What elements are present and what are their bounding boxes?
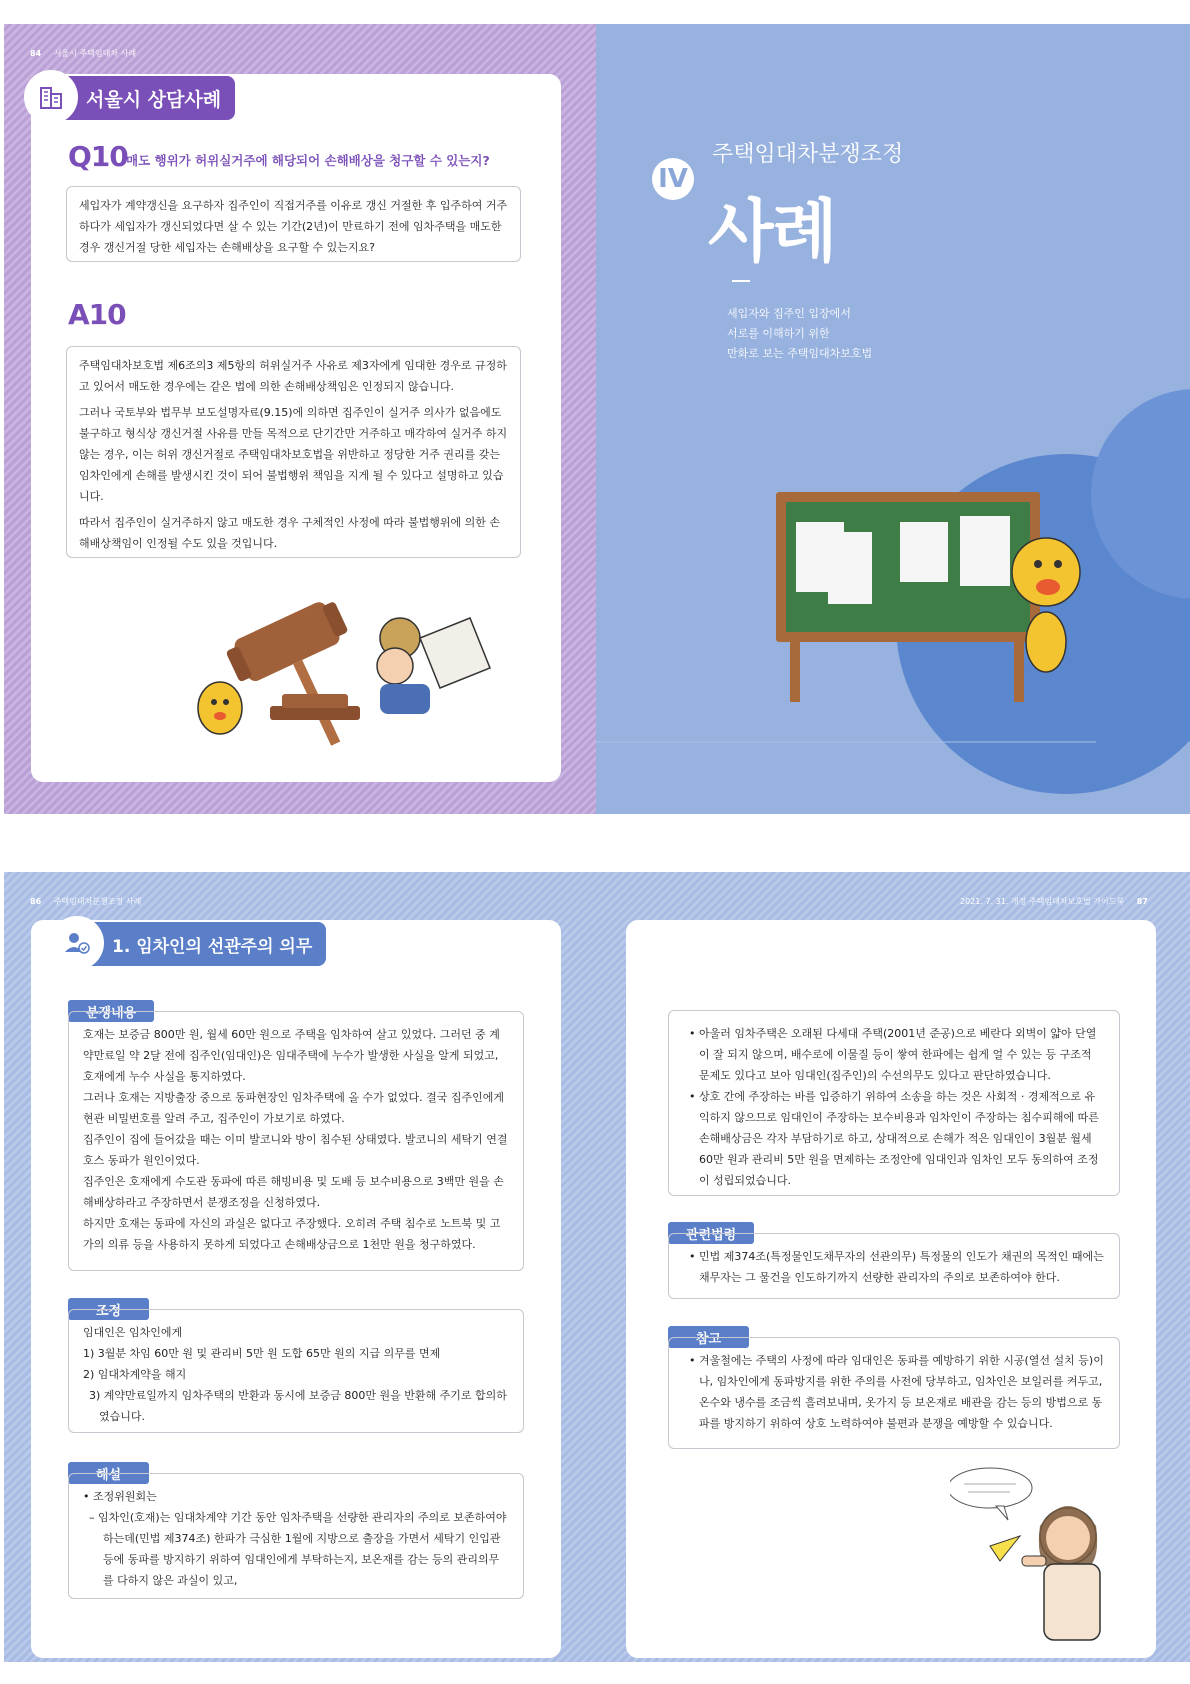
explain-box [68, 1473, 524, 1599]
chapter-subtitle: 주택임대차분쟁조정 [712, 142, 904, 167]
mediation-item-2: 2) 임대차계약을 해지 [83, 1368, 187, 1381]
dispute-paragraph-5: 하지만 호재는 동파에 자신의 과실은 없다고 주장했다. 오히려 주택 침수로 노트북 및 고가의 의류 등을 사용하지 못하게 되었다고 손해배상금으로 1천만 원을 청구하였다. [83, 1217, 501, 1251]
continued-item-2: • 상호 간에 주장하는 바를 입증하기 위하여 소송을 하는 것은 사회적 · 경제적으로 유익하지 않으므로 임대인이 주장하는 보수비용과 임차인이 주장하는 침수피해에 따른 손해배상금은 각자 부담하기로 하고, 상대적으로 손해가 적은 임대인이 3월분 월세 60만 원과 관리비 5만 원을 면제하는 조정안에 임대인과 임차인 모두 동의하여 조정이 성립되었습니다. [689, 1090, 1099, 1187]
reference-text: • 겨울철에는 주택의 사정에 따라 임대인은 동파를 예방하기 위한 시공(열선 설치 등)이나, 임차인에게 동파방지를 위한 주의를 사전에 당부하고, 임차인은 보일러를 켜두고, 온수와 냉수를 조금씩 흘려보내며, 옷가지 등 보온재로 배관을 감는 등의 방법으로 동파를 방지하기 위하여 상호 노력하여야 불편과 분쟁을 예방할 수 있습니다. [689, 1354, 1104, 1430]
answer-paragraph-1: 주택임대차보호법 제6조의3 제5항의 허위실거주 사유로 제3자에게 임대한 경우로 규정하고 있어서 매도한 경우에는 같은 법에 의한 손해배상책임은 인정되지 않습니다. [79, 359, 507, 393]
section-label-reference: 참고 [668, 1326, 749, 1348]
page-number-text: 84 [30, 49, 42, 58]
question-title: 매도 행위가 허위실거주에 해당되어 손해배상을 청구할 수 있는지? [126, 153, 490, 168]
page-number-text: 86 [30, 897, 42, 906]
answer-number: A10 [68, 298, 126, 331]
case-badge [54, 922, 326, 966]
law-box [668, 1233, 1120, 1299]
mediation-item-3: 3) 계약만료일까지 임차주택의 반환과 동시에 보증금 800만 원을 반환해 주기로 합의하였습니다. [89, 1389, 507, 1423]
speaking-woman-illustration [950, 1466, 1130, 1642]
title-divider [732, 280, 750, 282]
continued-box [668, 1010, 1120, 1196]
badge-label: 서울시 상담사례 [86, 88, 222, 111]
description-line-1: 세입자와 집주인 입장에서 [727, 307, 851, 320]
gavel-illustration [170, 588, 510, 768]
chapter-title: 사례 [708, 193, 836, 272]
dispute-box [68, 1011, 524, 1271]
page-number-text: 87 [1136, 897, 1148, 906]
answer-box [66, 346, 521, 558]
building-icon [24, 70, 78, 124]
mediation-box [68, 1309, 524, 1433]
question-text: 세입자가 계약갱신을 요구하자 집주인이 직접거주를 이유로 갱신 거절한 후 입주하여 거주하다가 세입자가 갱신되었다면 살 수 있는 기간(2년)이 만료하기 전에 임차주택을 매도한 경우 갱신거절 당한 세입자는 손해배상을 요구할 수 있는지요? [79, 199, 508, 254]
case-title: 1. 임차인의 선관주의 의무 [112, 936, 313, 957]
section-label-law: 관련법령 [668, 1222, 754, 1244]
dispute-paragraph-4: 집주인은 호재에게 수도관 동파에 따른 해빙비용 및 도배 등 보수비용으로 3백만 원을 손해배상하라고 주장하면서 분쟁조정을 신청하였다. [83, 1175, 504, 1209]
answer-paragraph-3: 따라서 집주인이 실거주하지 않고 매도한 경우 구체적인 사정에 따라 불법행위에 의한 손해배상책임이 인정될 수도 있을 것입니다. [79, 516, 500, 550]
section-label-mediation: 조정 [68, 1298, 149, 1320]
continued-item-1: • 아울러 임차주택은 오래된 다세대 주택(2001년 준공)으로 베란다 외벽이 얇아 단열이 잘 되지 않으며, 배수로에 이물질 등이 쌓여 한파에는 쉽게 얼 수 있는 등 구조적 문제도 있다고 보아 임대인(집주인)의 수선의무도 있다고 판단하였습니다. [689, 1027, 1097, 1082]
law-text: • 민법 제374조(특정물인도채무자의 선관의무) 특정물의 인도가 채권의 목적인 때에는 채무자는 그 물건을 인도하기까지 선량한 관리자의 주의로 보존하여야 한다. [689, 1250, 1104, 1284]
chapter-roman-numeral: IV [652, 158, 694, 200]
description-line-2: 서로를 이해하기 위한 [727, 327, 830, 340]
explain-heading: • 조정위원회는 [83, 1490, 157, 1503]
question-box [66, 186, 521, 262]
running-head: 주택임대차분쟁조정 사례 [53, 897, 142, 906]
dispute-paragraph-3: 집주인이 집에 들어갔을 때는 이미 발코니와 방이 침수된 상태였다. 발코니의 세탁기 연결호스 동파가 원인이었다. [83, 1133, 508, 1167]
reference-box [668, 1337, 1120, 1449]
description-line-3: 만화로 보는 주택임대차보호법 [727, 347, 873, 360]
question-number: Q10 [68, 140, 128, 173]
dispute-paragraph-2: 그러나 호재는 지방출장 중으로 동파현장인 임차주택에 올 수가 없었다. 결국 집주인에게 현관 비밀번호를 알려 주고, 집주인이 가보기로 하였다. [83, 1091, 504, 1125]
bottom-left-header [30, 896, 141, 907]
answer-paragraph-2: 그러나 국토부와 법무부 보도설명자료(9.15)에 의하면 집주인이 실거주 의사가 없음에도 불구하고 형식상 갱신거절 사유를 만들 목적으로 단기간만 거주하고 매각하여 실거주 하지 않는 경우, 이는 허위 갱신거절로 주택임대차보호법을 위반하고 정당한 거주 권리를 갖는 임차인에게 손해를 발생시킨 것이 되어 불법행위 책임을 지게 될 수 있다고 설명하고 있습니다. [79, 406, 508, 503]
notice-board-illustration [776, 492, 1106, 702]
section-badge [28, 76, 235, 120]
chapter-description [727, 304, 872, 364]
mediation-item-1: 1) 3월분 차임 60만 원 및 관리비 5만 원 도합 65만 원의 지급 의무를 면제 [83, 1347, 441, 1360]
explain-item: – 임차인(호재)는 임대차계약 기간 동안 임차주택을 선량한 관리자의 주의로 보존하여야 하는데(민법 제374조) 한파가 극심한 1월에 지방으로 출장을 가면서 세탁기 인입관 등에 동파를 방지하기 위하여 임대인에게 부탁하는지, 보온재를 감는 등의 관리의무를 다하지 않은 과실이 있고, [89, 1511, 507, 1587]
bottom-right-header [960, 896, 1148, 907]
running-head: 2021. 7. 31. 개정 주택임대차보호법 가이드북 [960, 897, 1125, 906]
section-label-dispute: 분쟁내용 [68, 1000, 154, 1022]
page-number [30, 48, 136, 59]
mediation-intro: 임대인은 임차인에게 [83, 1326, 183, 1339]
dispute-paragraph-1: 호재는 보증금 800만 원, 월세 60만 원으로 주택을 임차하여 살고 있었다. 그러던 중 계약만료일 약 2달 전에 집주인(임대인)은 임대주택에 누수가 발생한 사실을 알게 되었고, 호재에게 누수 사실을 통지하였다. [83, 1028, 500, 1083]
user-check-icon [50, 916, 104, 970]
section-label-explain: 해설 [68, 1462, 149, 1484]
running-head: 서울시 주택임대차 사례 [53, 49, 137, 58]
